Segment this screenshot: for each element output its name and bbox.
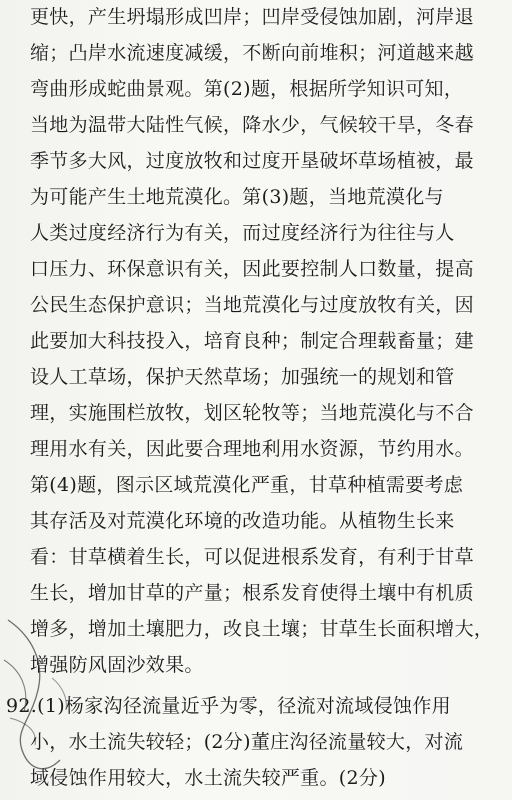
text-line: 理用水有关，因此要合理地利用水资源，节约用水。 <box>30 438 474 460</box>
text-line: 公民生态保护意识；当地荒漠化与过度放牧有关，因 <box>30 294 474 316</box>
text-line: 看：甘草横着生长，可以促进根系发育，有利于甘草 <box>30 546 474 568</box>
text-line: 理，实施围栏放牧，划区轮牧等；当地荒漠化与不合 <box>30 402 474 424</box>
text-line: 为可能产生土地荒漠化。第(3)题，当地荒漠化与 <box>30 186 444 208</box>
text-line: 季节多大风，过度放牧和过度开垦破坏草场植被，最 <box>30 150 474 172</box>
text-line: 生长，增加甘草的产量；根系发育使得土壤中有机质 <box>30 582 474 604</box>
text-line: 缩；凸岸水流速度减缓，不断向前堆积；河道越来越 <box>30 42 474 64</box>
answer-line: 小，水土流失较轻；(2分)董庄沟径流量较大，对流 <box>30 731 464 753</box>
text-line: 增多，增加土壤肥力，改良土壤；甘草生长面积增大， <box>30 618 494 640</box>
text-line: 当地为温带大陆性气候，降水少，气候较干旱，冬春 <box>30 114 474 136</box>
text-line: 第(4)题，图示区域荒漠化严重，甘草种植需要考虑 <box>30 474 464 496</box>
answer-line: 92.(1)杨家沟径流量近乎为零，径流对流域侵蚀作用 <box>6 695 451 717</box>
text-line: 其存活及对荒漠化环境的改造功能。从植物生长来 <box>30 510 455 532</box>
text-line: 口压力、环保意识有关，因此要控制人口数量，提高 <box>30 258 474 280</box>
text-line: 此要加大科技投入，培育良种；制定合理载畜量；建 <box>30 330 474 352</box>
answer-line: 域侵蚀作用较大，水土流失较严重。(2分) <box>30 767 386 789</box>
pen-scribble-mark <box>0 600 90 800</box>
text-line: 更快，产生坍塌形成凹岸；凹岸受侵蚀加剧，河岸退 <box>30 6 474 28</box>
text-line: 增强防风固沙效果。 <box>30 654 204 676</box>
text-line: 弯曲形成蛇曲景观。第(2)题，根据所学知识可知， <box>30 78 464 100</box>
text-line: 人类过度经济行为有关，而过度经济行为往往与人 <box>30 222 455 244</box>
text-line: 设人工草场，保护天然草场；加强统一的规划和管 <box>30 366 455 388</box>
